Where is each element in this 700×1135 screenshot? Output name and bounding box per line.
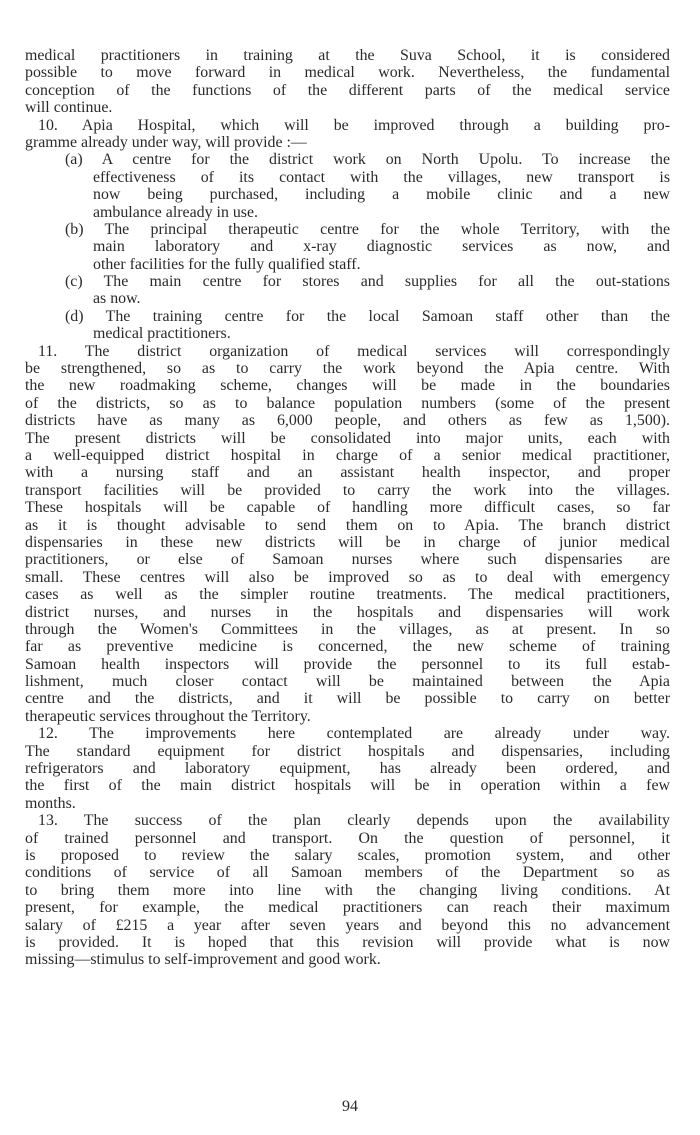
text-line: These hospitals will be capable of handling more difficult cases, so far [25,499,670,517]
text-line: therapeutic services throughout the Territory. [25,707,311,725]
text-line: months. [25,794,76,812]
text-line: lishment, much closer contact will be maintained between the Apia [25,673,670,691]
text-line: conception of the functions of the different parts of the medical service [25,81,670,99]
text-line: conditions of service of all Samoan members of the Department so as [25,864,670,882]
text-line: missing—stimulus to self-improvement and good work. [25,951,381,969]
paragraph-10-start: 10. Apia Hospital, which will be improved through a building pro- [38,116,670,134]
text-line: to bring them more into line with the changing living conditions. At [25,881,670,899]
text-line: Samoan health inspectors will provide the personnel to its full estab- [25,655,670,673]
text-line: as it is thought advisable to send them on to Apia. The branch district [25,516,670,534]
text-line: practitioners, or else of Samoan nurses where such dispensaries are [25,551,670,569]
paragraph-11-start: 11. The district organization of medical services will correspondingly [38,342,670,360]
text-line: medical practitioners. [93,325,231,343]
text-line: the first of the main district hospitals will be in operation within a few [25,777,670,795]
text-line: dispensaries in these new districts will be in charge of junior medical [25,533,670,551]
text-line: possible to move forward in medical work. Nevertheless, the fundamental [25,64,670,82]
text-line: of trained personnel and transport. On the question of personnel, it [25,829,670,847]
list-item-c: (c) The main centre for stores and supplies for all the out-stations [65,273,670,291]
page-number: 94 [342,1098,358,1115]
text-line: main laboratory and x-ray diagnostic services as now, and [93,238,670,256]
list-item-b: (b) The principal therapeutic centre for the whole Territory, with the [65,220,670,238]
list-item-d: (d) The training centre for the local Samoan staff other than the [65,307,670,325]
text-line: will continue. [25,99,113,117]
text-line: present, for example, the medical practitioners can reach their maximum [25,899,670,917]
text-line: districts have as many as 6,000 people, and others as few as 1,500). [25,412,670,430]
text-line: be strengthened, so as to carry the work beyond the Apia centre. With [25,360,670,378]
text-line: is provided. It is hoped that this revision will provide what is now [25,933,670,951]
text-line: a well-equipped district hospital in charge of a senior medical practitioner, [25,446,670,464]
text-line: other facilities for the fully qualified staff. [93,255,361,273]
text-line: effectiveness of its contact with the villages, new transport is [93,168,670,186]
text-line: with a nursing staff and an assistant health inspector, and proper [25,464,670,482]
text-line: now being purchased, including a mobile clinic and a new [93,186,670,204]
text-line: far as preventive medicine is concerned, the new scheme of training [25,638,670,656]
text-line: refrigerators and laboratory equipment, has already been ordered, and [25,760,670,778]
text-line: ambulance already in use. [93,203,259,221]
text-line: district nurses, and nurses in the hospitals and dispensaries will work [25,603,670,621]
text-line: cases as well as the simpler routine treatments. The medical practitioners, [25,586,670,604]
list-item-a: (a) A centre for the district work on North Upolu. To increase the [65,151,670,169]
text-line: The standard equipment for district hospitals and dispensaries, including [25,742,670,760]
paragraph-12-start: 12. The improvements here contemplated are already under way. [38,725,670,743]
paragraph-13-start: 13. The success of the plan clearly depends upon the availability [38,812,670,830]
text-line: The present districts will be consolidated into major units, each with [25,429,670,447]
text-line: is proposed to review the salary scales, promotion system, and other [25,846,670,864]
text-line: as now. [93,290,141,308]
text-line: medical practitioners in training at the Suva School, it is considered [25,47,670,64]
text-line: centre and the districts, and it will be possible to carry on better [25,690,670,708]
text-line: of the districts, so as to balance population numbers (some of the present [25,394,670,412]
text-line: the new roadmaking scheme, changes will be made in the boundaries [25,377,670,395]
text-line: transport facilities will be provided to carry the work into the villages. [25,481,670,499]
text-line: gramme already under way, will provide :— [25,133,307,151]
text-line: salary of £215 a year after seven years and beyond this no advancement [25,916,670,934]
body-text [25,47,670,969]
text-line: through the Women's Committees in the villages, as at present. In so [25,620,670,638]
text-line: small. These centres will also be improved so as to deal with emergency [25,568,670,586]
